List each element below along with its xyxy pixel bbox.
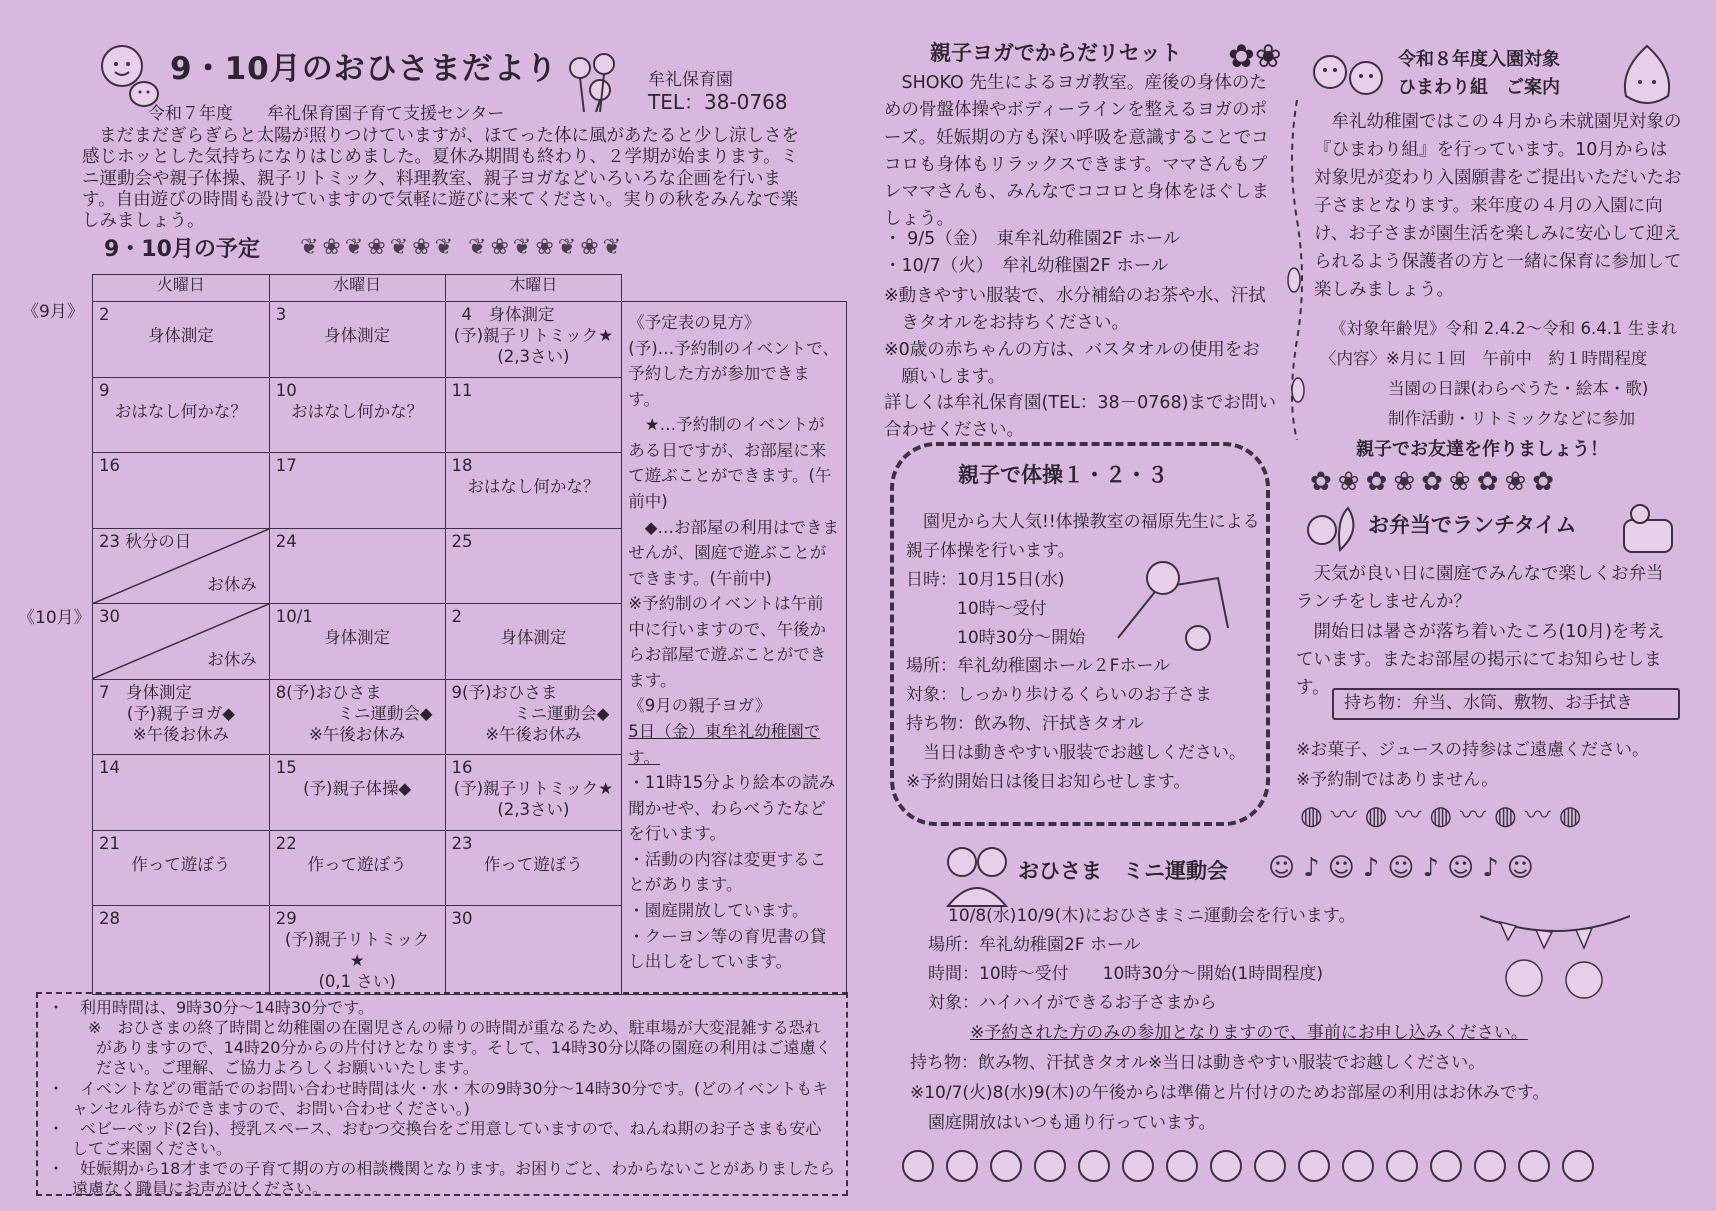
face-icon bbox=[1386, 1150, 1418, 1182]
legend-line: ・園庭開放しています。 bbox=[628, 900, 809, 920]
face-icon bbox=[1562, 1150, 1594, 1182]
taiso-line: 日時：10月15日(水) bbox=[906, 569, 1065, 590]
legend-line: ★…予約制のイベントがある日ですが、お部屋に来て遊ぶことができます。(午前中) bbox=[628, 415, 832, 511]
schedule-title: 9・10月の予定 bbox=[104, 237, 260, 262]
table-cell: 3 身体測定 bbox=[269, 302, 445, 378]
undokai-reserve: ※予約された方のみの参加となりますので、事前にお申し込みください。 bbox=[970, 1023, 1528, 1043]
children-group-icon bbox=[938, 840, 1016, 908]
taiso-line: 園児から大人気!!体操教室の福原先生による親子体操を行います。 bbox=[906, 512, 1260, 561]
squirrel-icon bbox=[1300, 500, 1362, 560]
undokai-line: 場所：牟礼幼稚園2F ホール bbox=[928, 934, 1141, 955]
yoga-title: 親子ヨガでからだリセット bbox=[930, 41, 1182, 65]
notice-line: ※ おひさまの終了時間と幼稚園の在園児さんの帰りの時間が重なるため、駐車場が大変混雑する恐れがありますので、14時20分からの片付けとなります。そして、14時30分以降の園庭の利用はご遠慮ください。ご理解、ご協力よろしくお願いいたします。 bbox=[72, 1018, 832, 1078]
table-cell: 18 おはなし何かな？ bbox=[445, 453, 622, 529]
undokai-items: 持ち物：飲み物、汗拭きタオル※当日は動きやすい服装でお越しください。 bbox=[910, 1053, 1486, 1073]
notice-line: ・ イベントなどの電話でのお問い合わせ時間は火・水・木の9時30分～14時30分です。(どのイベントもキャンセル待ちができますので、お問い合わせください。) bbox=[48, 1078, 829, 1118]
lunch-note: ※お菓子、ジュースの持参はご遠慮ください。 bbox=[1296, 740, 1650, 760]
lunch-items: 持ち物：弁当、水筒、敷物、お手拭き bbox=[1332, 688, 1680, 720]
face-icon bbox=[990, 1150, 1022, 1182]
himawari-title: 令和８年度入園対象 bbox=[1398, 49, 1560, 70]
animal-friends-icon bbox=[1306, 42, 1392, 110]
table-cell: 14 bbox=[93, 755, 270, 831]
festival-decoration-icon: ☺♪☺♪☺♪☺♪☺ bbox=[1268, 853, 1542, 883]
legend-line: ・11時15分より絵本の読み聞かせや、わらべうたなどを行います。 bbox=[628, 773, 836, 844]
undokai-line: 時間：10時～受付 10時30分～開始(1時間程度) bbox=[928, 963, 1323, 984]
lunchbox-icon bbox=[1616, 500, 1680, 558]
leaf-decoration-icon: ❦❀❦❀❦❀❦ ❦❀❦❀❦❀❦ bbox=[300, 235, 626, 260]
undokai-line: 10/8(水)10/9(木)におひさまミニ運動会を行います。 bbox=[948, 906, 1356, 926]
notice-line: ・ ベビーベッド(2台)、授乳スペース、おむつ交換台をご用意していますので、ねんね期のお子さまも安心してご来園ください。 bbox=[48, 1118, 822, 1159]
lunch-note: ※予約制ではありません。 bbox=[1296, 770, 1499, 790]
table-cell: 10/1 身体測定 bbox=[269, 604, 445, 680]
table-cell: 2 身体測定 bbox=[93, 302, 270, 378]
newsletter-title: 9・10月のおひさまだより bbox=[170, 51, 558, 87]
month-label-september: 《9月》 bbox=[22, 302, 84, 322]
table-cell: 7 身体測定 (予)親子ヨガ◆ ※午後お休み bbox=[93, 679, 270, 755]
day-header: 木曜日 bbox=[445, 275, 622, 302]
himawari-content: 当園の日課(わらべうた・絵本・歌) bbox=[1388, 379, 1649, 398]
face-icon bbox=[1210, 1150, 1242, 1182]
vine-divider-icon bbox=[1282, 100, 1312, 440]
legend-cell bbox=[622, 302, 847, 995]
table-cell: 30 bbox=[445, 906, 622, 995]
undokai-line: 対象：ハイハイができるお子さまから bbox=[928, 992, 1217, 1013]
table-cell: 9 おはなし何かな？ bbox=[93, 377, 270, 453]
taiso-title: 親子で体操１・２・３ bbox=[950, 462, 1176, 489]
table-cell: 9(予)おひさま ミニ運動会◆ ※午後お休み bbox=[445, 679, 622, 755]
table-cell: 23 作って遊ぼう bbox=[445, 830, 622, 906]
table-cell: 25 bbox=[445, 528, 622, 604]
undokai-garden: 園庭開放はいつも通り行っています。 bbox=[928, 1113, 1216, 1133]
legend-line: 5日（金）東牟礼幼稚園です。 bbox=[628, 722, 821, 767]
himawari-body: 牟礼幼稚園ではこの４月から未就園児対象の『ひまわり組』を行っています。10月からは対象児が変わり入園願書をご提出いただいたお子さまとなります。来年度の４月の入園に向け、お子さまが園生活を楽しみに安心して迎えられるよう保護者の方と一緒に保育に参加して楽しみましょう。 bbox=[1314, 112, 1682, 300]
undokai-note: ※10/7(火)8(水)9(木)の午後からは準備と片付けのためお部屋の利用はお休みです。 bbox=[910, 1083, 1550, 1103]
sun-mascot-icon bbox=[92, 40, 164, 108]
lunch-body: 開始日は暑さが落ち着いたころ(10月)を考えています。またお部屋の掲示にてお知らせします。 bbox=[1296, 622, 1665, 698]
day-header: 火曜日 bbox=[93, 275, 270, 302]
himawari-closing: 親子でお友達を作りましょう！ bbox=[1356, 439, 1608, 460]
table-cell: 24 bbox=[269, 528, 445, 604]
taiso-line: 当日は動きやすい服装でお越しください。 bbox=[906, 743, 1246, 764]
face-icon bbox=[1034, 1150, 1066, 1182]
chestnut-icon bbox=[1616, 40, 1678, 110]
table-cell: 10 おはなし何かな？ bbox=[269, 377, 445, 453]
table-cell: 4 身体測定 (予)親子リトミック★ (2,3さい) bbox=[445, 302, 622, 378]
newsletter-subtitle: 令和７年度 牟礼保育園子育て支援センター bbox=[148, 104, 505, 124]
table-cell: 22 作って遊ぼう bbox=[269, 830, 445, 906]
face-icon bbox=[1430, 1150, 1462, 1182]
child-slide-icon bbox=[1108, 548, 1238, 658]
table-cell: 17 bbox=[269, 453, 445, 529]
yoga-note: ※0歳の赤ちゃんの方は、バスタオルの使用をお願いします。 bbox=[884, 340, 1260, 388]
table-cell-holiday: 30 お休み bbox=[93, 604, 270, 680]
lunch-title: お弁当でランチタイム bbox=[1368, 513, 1577, 537]
legend-line: ・クーヨン等の育児書の貸し出しをしています。 bbox=[628, 926, 827, 972]
table-cell: 16 (予)親子リトミック★ (2,3さい) bbox=[445, 755, 622, 831]
org-phone: TEL：38-0768 bbox=[648, 90, 788, 114]
face-icon bbox=[1518, 1150, 1550, 1182]
taiso-line: 10時30分～開始 bbox=[906, 627, 1086, 648]
face-icon bbox=[902, 1150, 934, 1182]
taiso-line: 対象：しっかり歩けるくらいのお子さま bbox=[906, 685, 1212, 706]
face-icon bbox=[1298, 1150, 1330, 1182]
legend-line: ・活動の内容は変更することがあります。 bbox=[628, 849, 827, 895]
face-border-decoration bbox=[896, 1150, 1686, 1190]
undokai-body bbox=[918, 902, 1478, 1018]
intro-text bbox=[82, 126, 804, 233]
face-icon bbox=[1166, 1150, 1198, 1182]
org-name: 牟礼保育園 bbox=[648, 70, 733, 90]
table-cell: 16 bbox=[93, 453, 270, 529]
legend-line: ※予約制のイベントは午前中に行いますので、午後からお部屋で遊ぶことができます。 bbox=[628, 594, 827, 690]
himawari-content: 〈内容〉※月に１回 午前中 約１時間程度 bbox=[1320, 349, 1648, 368]
flower-icon bbox=[560, 48, 626, 116]
table-cell: 8(予)おひさま ミニ運動会◆ ※午後お休み bbox=[269, 679, 445, 755]
legend-line: (予)…予約制のイベントで、予約した方が参加できます。 bbox=[628, 338, 839, 409]
cookie-row-icon: ◍〰◍〰◍〰◍〰◍ bbox=[1300, 801, 1590, 831]
month-label-october: 《10月》 bbox=[18, 608, 91, 628]
yoga-contact: 詳しくは牟礼保育園(TEL：38－0768)までお問い合わせください。 bbox=[884, 393, 1276, 441]
table-cell: 15 (予)親子体操◆ bbox=[269, 755, 445, 831]
table-cell: 29 (予)親子リトミック ★ (0,1 さい) bbox=[269, 906, 445, 995]
notice-box bbox=[36, 992, 848, 1199]
legend-line: 《予定表の見方》 bbox=[628, 313, 761, 332]
day-header: 水曜日 bbox=[269, 275, 445, 302]
table-cell: 21 作って遊ぼう bbox=[93, 830, 270, 906]
face-icon bbox=[1078, 1150, 1110, 1182]
notice-line: ・ 妊娠期から18才までの子育て期の方の相談機関となります。お困りごと、わからないことがありましたら遠慮なく職員にお声がけください。 bbox=[48, 1159, 836, 1199]
legend-line: 《9月の親子ヨガ》 bbox=[628, 696, 772, 716]
yoga-body: SHOKO 先生によるヨガ教室。産後の身体のための骨盤体操やボディーラインを整えるヨガのポーズ。妊娠期の方も深い呼吸を意識することでココロも身体もリラックスできます。ママさんもプレママさんも、みんなでココロと身体をほぐしましょう。 bbox=[884, 73, 1269, 230]
table-cell: 11 bbox=[445, 377, 622, 453]
lunch-body: 天気が良い日に園庭でみんなで楽しくお弁当ランチをしませんか？ bbox=[1296, 564, 1664, 612]
taiso-line: 10時～受付 bbox=[906, 598, 1047, 619]
himawari-subtitle: ひまわり組 ご案内 bbox=[1398, 77, 1560, 98]
taiso-line: 場所：牟礼幼稚園ホール２Fホール bbox=[906, 656, 1171, 677]
notice-line: ・ 利用時間は、9時30分～14時30分です。 bbox=[48, 998, 374, 1017]
face-icon bbox=[1342, 1150, 1374, 1182]
himawari-content: 制作活動・リトミックなどに参加 bbox=[1388, 409, 1636, 428]
table-cell-holiday: 23 秋分の日 お休み bbox=[93, 528, 270, 604]
flower-cluster-icon: ✿❀ bbox=[1228, 37, 1282, 75]
face-icon bbox=[1474, 1150, 1506, 1182]
taiso-line: ※予約開始日は後日お知らせします。 bbox=[906, 772, 1191, 793]
intro-paragraph: まだまだぎらぎらと太陽が照りつけていますが、ほてった体に風があたると少し涼しさを感じホッとした気持ちになりはじめました。夏休み期間も終わり、２学期が始まります。ミニ運動会や親子体操、親子リトミック、料理教室、親子ヨガなどいろいろな企画を行います。自由遊びの時間も設けていますので気軽に遊びに来てください。実りの秋をみんなで楽しみましょう。 bbox=[82, 126, 799, 232]
flag-kids-icon bbox=[1480, 906, 1630, 1016]
table-cell: 2 身体測定 bbox=[445, 604, 622, 680]
taiso-line: 持ち物：飲み物、汗拭きタオル bbox=[906, 714, 1144, 735]
face-icon bbox=[946, 1150, 978, 1182]
table-cell: 28 bbox=[93, 906, 270, 995]
face-icon bbox=[1254, 1150, 1286, 1182]
flower-row-icon: ✿❀✿❀✿❀✿❀✿ bbox=[1310, 467, 1561, 497]
yoga-note: ※動きやすい服装で、水分補給のお茶や水、汗拭きタオルをお持ちください。 bbox=[884, 286, 1266, 334]
schedule-table bbox=[92, 274, 847, 995]
himawari-age: 《対象年齢児》令和 2.4.2～令和 6.4.1 生まれ bbox=[1330, 319, 1678, 338]
face-icon bbox=[1122, 1150, 1154, 1182]
undokai-title: おひさま ミニ運動会 bbox=[1018, 859, 1228, 883]
yoga-date: ・ 9/5（金） 東牟礼幼稚園2F ホール bbox=[884, 229, 1181, 249]
legend-line: ◆…お部屋の利用はできませんが、園庭で遊ぶことができます。(午前中) bbox=[628, 517, 839, 588]
yoga-date: ・10/7（火） 牟礼幼稚園2F ホール bbox=[884, 256, 1169, 276]
